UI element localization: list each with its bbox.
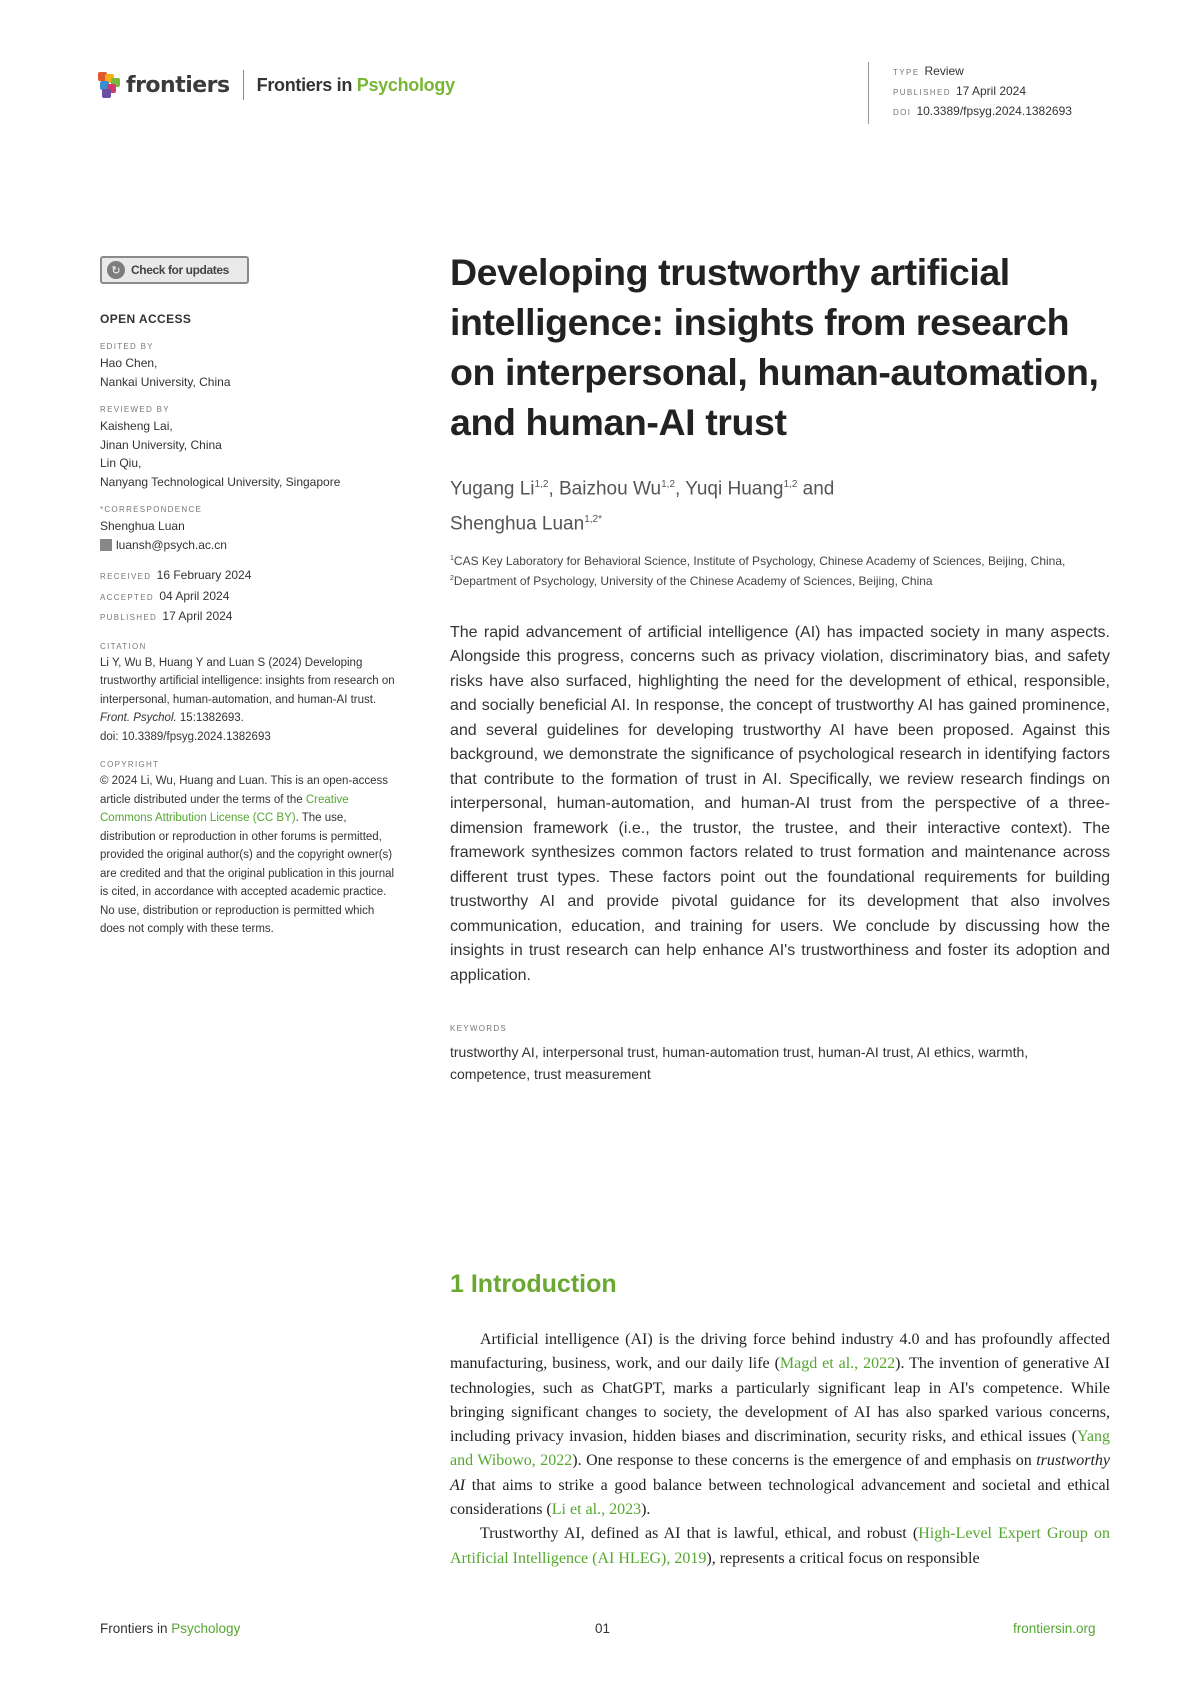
meta-doi-value[interactable]: 10.3389/fpsyg.2024.1382693 bbox=[916, 104, 1072, 118]
copyright-label: COPYRIGHT bbox=[100, 760, 160, 769]
check-for-updates-button[interactable] bbox=[100, 256, 249, 284]
section-heading-introduction: 1 Introduction bbox=[450, 1270, 617, 1298]
article-meta bbox=[868, 62, 1072, 124]
meta-doi-label: DOI bbox=[893, 108, 912, 117]
affiliations bbox=[450, 550, 1110, 591]
meta-type-label: TYPE bbox=[893, 68, 920, 77]
reviewed-by-label: REVIEWED BY bbox=[100, 405, 170, 414]
meta-type bbox=[893, 62, 1072, 82]
meta-published bbox=[893, 82, 1072, 102]
journal-name-prefix: Frontiers in bbox=[256, 74, 357, 95]
author-list bbox=[450, 469, 1110, 540]
reviewer-affiliation: Nanyang Technological University, Singapore bbox=[100, 474, 341, 489]
author-name[interactable]: Yugang Li bbox=[450, 478, 535, 500]
p1-text-e: ). bbox=[641, 1501, 651, 1519]
meta-type-value: Review bbox=[924, 64, 964, 78]
meta-published-value: 17 April 2024 bbox=[955, 84, 1027, 98]
sidebar bbox=[100, 256, 400, 939]
article-title: Developing trustworthy artificial intelligence: insights from research on interpersonal, human-automation, and human-AI trust bbox=[450, 251, 1099, 443]
refresh-icon: ↻ bbox=[107, 261, 125, 279]
abstract: The rapid advancement of artificial intelligence (AI) has impacted society in many aspects. Alongside this progress, concerns such as privacy violation, discriminatory bias, and safety risks have also surfaced, highlighting the need for the development of ethical, responsible, and socially beneficial AI. In response, the concept of trustworthy AI has gained prominence, and several guidelines for developing trustworthy AI have been proposed. Against this background, we demonstrate the significance of psychological research in identifying factors that contribute to the formation of trust in AI. Specifically, we review research findings on interpersonal, human-automation, and human-AI trust from the perspective of a three-dimension framework (i.e., the trustor, the trustee, and their interactive context). The framework synthesizes common factors related to trust formation and maintenance across different trust types. These factors point out the foundational requirements for building trustworthy AI and provide pivotal guidance for its development that also involves communication, education, and training for users. We conclude by discussing how the insights in trust research can help enhance AI's trustworthiness and foster its adoption and application. bbox=[450, 623, 1110, 984]
published-label: PUBLISHED bbox=[100, 613, 158, 622]
received-value: 16 February 2024 bbox=[156, 568, 252, 582]
frontiers-logo-icon bbox=[98, 72, 120, 98]
footer-journal-prefix: Frontiers in bbox=[100, 1621, 172, 1636]
correspondence-email-line bbox=[100, 536, 400, 555]
author-separator: , bbox=[548, 478, 559, 500]
affiliation-1: CAS Key Laboratory for Behavioral Science, Institute of Psychology, Chinese Academy of Sciences, Beijing, China, bbox=[453, 553, 1066, 568]
copyright-text bbox=[100, 772, 400, 939]
received-date bbox=[100, 566, 400, 587]
page-number: 01 bbox=[595, 1621, 611, 1636]
article-front bbox=[450, 247, 1110, 1085]
affiliation-2-sup: 2 bbox=[450, 575, 454, 583]
accepted-value: 04 April 2024 bbox=[159, 588, 230, 603]
citation-body: Li Y, Wu B, Huang Y and Luan S (2024) Developing trustworthy artificial intelligence: insights from research on interpersonal, human-automation, and human-AI trust. bbox=[100, 656, 395, 706]
correspondence-email[interactable]: luansh@psych.ac.cn bbox=[116, 537, 227, 552]
copyright-post: . The use, distribution or reproduction in other forums is permitted, provided the original author(s) and the copyright owner(s) are credited and that the original publication in this journal is cited, in accordance with accepted academic practice. No use, distribution or reproduction is permitted which does not comply with these terms. bbox=[100, 812, 395, 935]
p2-text-a: Trustworthy AI, defined as AI that is lawful, ethical, and robust ( bbox=[480, 1525, 919, 1543]
reviewer-affiliation: Jinan University, China bbox=[100, 437, 222, 452]
p1-text-c: ). One response to these concerns is the emergence of and emphasis on bbox=[572, 1452, 1037, 1470]
author-affiliation-sup: 1,2 bbox=[661, 479, 676, 490]
reference-link[interactable]: Magd et al., 2022 bbox=[779, 1355, 896, 1373]
emphasis-term: trustworthy AI bbox=[450, 1452, 1110, 1494]
edited-by-label: EDITED BY bbox=[100, 342, 154, 351]
p1-text-b: ). The invention of generative AI technologies, such as ChatGPT, marks a particularly significant leap in AI's competence. While bringing significant changes to society, the development of AI has also sparked various concerns, including privacy invasion, hidden biases and discrimination, security risks, and ethical issues ( bbox=[450, 1355, 1111, 1446]
logo-wordmark: frontiers bbox=[126, 72, 230, 98]
check-for-updates-label: Check for updates bbox=[131, 263, 229, 277]
citation-doi[interactable]: doi: 10.3389/fpsyg.2024.1382693 bbox=[100, 730, 271, 743]
citation-volume: 15:1382693. bbox=[176, 712, 244, 724]
footer-site-link[interactable]: frontiersin.org bbox=[1013, 1621, 1096, 1636]
copyright-pre: © 2024 Li, Wu, Huang and Luan. This is an open-access article distributed under the terms of the bbox=[100, 775, 389, 806]
p1-text-d: that aims to strike a good balance between technological advancement and societal and ethical considerations ( bbox=[450, 1476, 1110, 1519]
author-affiliation-sup: 1,2* bbox=[584, 514, 602, 526]
correspondence-label: *CORRESPONDENCE bbox=[100, 505, 203, 514]
author-name[interactable]: Shenghua Luan bbox=[450, 513, 585, 535]
keywords-label: KEYWORDS bbox=[450, 1024, 508, 1034]
published-value: 17 April 2024 bbox=[162, 609, 233, 623]
author-separator: , bbox=[675, 478, 686, 500]
reviewer-name: Kaisheng Lai, bbox=[100, 419, 173, 433]
editor-name: Hao Chen, bbox=[100, 356, 158, 370]
frontiers-logo[interactable] bbox=[98, 70, 455, 100]
reference-link[interactable]: High-Level Expert Group on Artificial Intelligence (AI HLEG), 2019 bbox=[450, 1525, 1111, 1567]
reference-link[interactable]: Li et al., 2023 bbox=[551, 1501, 642, 1519]
meta-published-label: PUBLISHED bbox=[893, 88, 951, 97]
keywords: trustworthy AI, interpersonal trust, human-automation trust, human-AI trust, AI ethics, warmth, competence, trust measurement bbox=[450, 1044, 1029, 1083]
citation-text bbox=[100, 654, 400, 747]
logo-divider bbox=[243, 70, 244, 100]
license-link[interactable]: Creative Commons Attribution License (CC BY) bbox=[100, 793, 349, 824]
editor-affiliation: Nankai University, China bbox=[100, 374, 231, 389]
body-paragraph bbox=[450, 1522, 1110, 1571]
open-access-label: OPEN ACCESS bbox=[100, 312, 192, 326]
accepted-label: ACCEPTED bbox=[100, 592, 154, 602]
received-label: RECEIVED bbox=[100, 572, 152, 581]
article-dates bbox=[100, 566, 400, 628]
author-name[interactable]: Baizhou Wu bbox=[559, 478, 662, 500]
email-icon bbox=[100, 539, 112, 551]
body-paragraph bbox=[450, 1328, 1110, 1522]
footer-journal bbox=[100, 1621, 240, 1636]
author-name[interactable]: Yuqi Huang bbox=[685, 478, 784, 500]
article-body bbox=[450, 1328, 1110, 1571]
journal-name bbox=[257, 75, 455, 96]
meta-doi bbox=[893, 102, 1072, 122]
accepted-date bbox=[100, 587, 400, 608]
correspondence-name: Shenghua Luan bbox=[100, 519, 185, 533]
p2-text-b: ), represents a critical focus on responsible bbox=[706, 1549, 980, 1567]
affiliation-1-sup: 1 bbox=[450, 554, 454, 562]
footer-journal-accent: Psychology bbox=[171, 1621, 241, 1636]
author-separator: and bbox=[797, 478, 835, 500]
reference-link[interactable]: Yang and Wibowo, 2022 bbox=[450, 1428, 1110, 1470]
author-affiliation-sup: 1,2 bbox=[783, 479, 798, 490]
published-date bbox=[100, 607, 400, 628]
citation-label: CITATION bbox=[100, 641, 147, 651]
affiliation-2: Department of Psychology, University of the Chinese Academy of Sciences, Beijing, China bbox=[453, 574, 933, 589]
author-affiliation-sup: 1,2 bbox=[534, 479, 549, 490]
citation-journal: Front. Psychol. bbox=[100, 712, 177, 724]
p1-text-a: Artificial intelligence (AI) is the driving force behind industry 4.0 and has profoundly affected manufacturing, business, work, and our daily life ( bbox=[450, 1331, 1110, 1373]
journal-name-accent: Psychology bbox=[356, 74, 455, 95]
reviewer-name: Lin Qiu, bbox=[100, 456, 142, 470]
